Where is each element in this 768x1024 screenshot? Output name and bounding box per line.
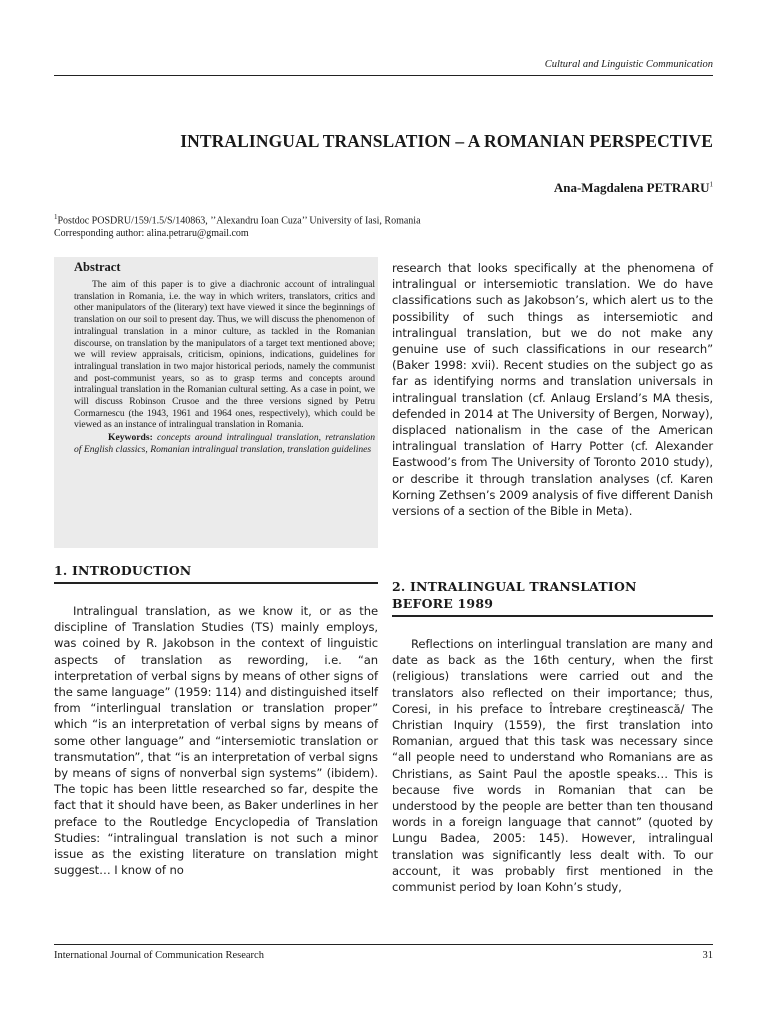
affiliation [54,211,534,240]
section-2-text: Reflections on interlingual translation are many and date as back as the 16th century, when the first (religious) translations were carried out and the translators also reflected on their importance; thus, Coresi, in his preface to Întrebare creştinească/ The Christian Inquiry (1559), the first translation into Romanian, argued that this task was necessary since “all people need to understand who Romanians are as Christians, as Saint Paul the apostle speaks… This is because five words in Romanian that can be understood by the people are better than ten thousand words in a foreign language that cannot” (quoted by Lungu Badea, 2005: 145). However, intralingual translation was significantly less dealt with. To our account, it was probably first mentioned in the communist period by Ioan Kohn’s study, [392,637,713,895]
page-number: 31 [702,950,713,961]
running-head: Cultural and Linguistic Communication [544,59,713,70]
footer-rule [54,944,713,945]
author-name: Ana-Magdalena PETRARU [553,180,710,195]
journal-name: International Journal of Communication Research [54,950,264,961]
affiliation-line [54,211,534,228]
abstract-heading: Abstract [74,260,121,274]
corresponding-author: Corresponding author: alina.petraru@gmail.com [54,227,249,239]
abstract-box [54,257,378,548]
section-1-rule [54,582,378,584]
section-2-rule [392,615,713,617]
affiliation-text: Postdoc POSDRU/159/1.5/S/140863, ’’Alexandru Ioan Cuza’’ University of Iasi, Romania [57,215,421,227]
keywords [74,432,375,455]
header-rule [54,75,713,76]
section-2-heading [392,578,637,612]
author-line [54,180,713,196]
section-2-heading-line1: 2. INTRALINGUAL TRANSLATION [392,579,637,594]
section-2-heading-line2: BEFORE 1989 [392,596,494,611]
affiliation-mark: 1 [54,213,58,221]
right-column-continuation: research that looks specifically at the phenomena of intralingual or intersemiotic translation. We do have classifications such as Jakobson’s, which alert us to the possibility of such things as intersemiotic and intralingual translation, but we do not make any genuine use of such classifications in our research” (Baker 1998: xvii). Recent studies on the subject go as far as identifying norms and translation universals in intralingual translation (cf. Anlaug Ersland’s MA thesis, defended in 2014 at The University of Bergen, Norway), displaced nationalism in the case of the American intralingual translation of Harry Potter (cf. Alexander Eastwood’s from The University of Toronto 2010 study), or describe it through translation analyses (cf. Karen Korning Zethsen’s 2009 analysis of five different Danish versions of a section of the Bible in Meta). [392,261,713,519]
author-footnote-mark: 1 [709,180,713,189]
keywords-label: Keywords: [108,432,153,444]
section-1-heading: 1. INTRODUCTION [54,563,192,578]
abstract-text: The aim of this paper is to give a diachronic account of intralingual translation in Romania, i.e. the way in which writers, translators, critics and other manipulators of the (literary) text have viewed it since the beginnings of translation on our soil to present day. Thus, we will discuss the phenomenon of intralingual translation in a minor culture, as tackled in the Romanian discourse, on translation by the manipulators of a target text mentioned above; we will review appraisals, criticism, opinions, indications, guidelines for intralingual translation in two major historical periods, namely the communist and post-communist years, so as to grasp terms and concepts around intralingual translation in the Romanian cultural setting. As a case in point, we will discuss Robinson Crusoe and the three versions signed by Petru Cormarnescu (the 1943, 1961 and 1964 ones, respectively), which could be viewed as an instance of intralingual translation in Romania. [74,279,375,431]
paper-title: INTRALINGUAL TRANSLATION – A ROMANIAN PERSPECTIVE [180,131,713,151]
keywords-list: concepts around intralingual translation, retranslation of English classics, Romanian intralingual translation, translation guidelines [74,432,375,455]
introduction-text: Intralingual translation, as we know it, or as the discipline of Translation Studies (TS) mainly employs, was coined by R. Jakobson in the context of linguistic aspects of translation as rewording, i.e. “an interpretation of verbal signs by means of other signs of the same language” (1959: 114) and distinguished itself from “interlingual translation or translation proper” which “is an interpretation of verbal signs by means of some other language” and “intersemiotic translation or transmutation”, that “is an interpretation of verbal signs by means of signs of nonverbal sign systems” (ibidem). The topic has been little researched so far, despite the fact that it should have been, as Baker underlines in her preface to the Routledge Encyclopedia of Translation Studies: “intralingual translation is not such a minor issue as the existing literature on translation might suggest… I know of no [54,604,378,878]
